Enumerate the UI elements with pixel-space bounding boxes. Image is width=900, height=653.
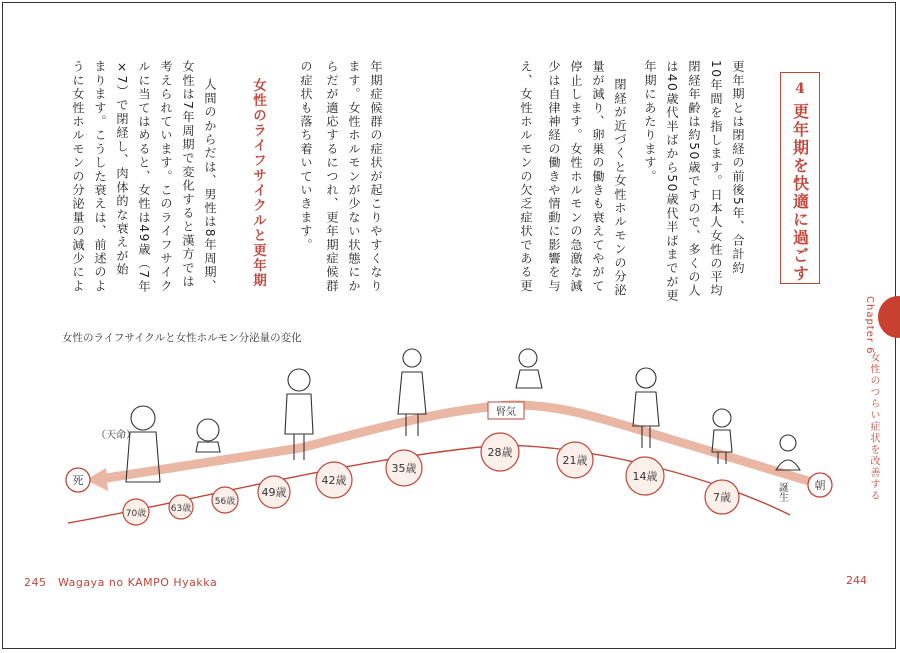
age-circle (212, 487, 238, 513)
age-circles (123, 433, 739, 525)
body-column: ます。女性ホルモンが少ない状態にか (347, 60, 361, 293)
morning-marker (808, 473, 832, 497)
body-column: え、女性ホルモンの欠乏症状である更 (519, 60, 533, 293)
age-label: 63歳 (170, 504, 192, 514)
chapter-subtitle: 女性のつらい症状を改善する (868, 352, 879, 502)
lifespan-label: （天命） (96, 430, 136, 441)
body-column: 閉経が近づくと女性ホルモンの分泌 (613, 78, 627, 298)
age-label: 56歳 (214, 497, 236, 507)
age-circle (123, 499, 149, 525)
body-column: まります。こうした衰えは、前述のよ (93, 60, 107, 293)
svg-text:誕生: 誕生 (776, 482, 788, 502)
age-label: 49歳 (261, 486, 287, 499)
woman-figure (516, 349, 542, 388)
age-circle (557, 442, 593, 478)
age-circle (626, 457, 664, 495)
body-column: 量が減り、卵巣の働きも衰えてやがて (591, 60, 605, 293)
diagram-title: 女性のライフサイクルと女性ホルモン分泌量の変化 (62, 332, 302, 344)
svg-text:腎気: 腎気 (496, 407, 516, 418)
age-circle (169, 495, 193, 519)
body-column: 考えられています。このライフサイク (159, 60, 173, 293)
body-column: 人間のからだは、男性は8年周期、 (203, 78, 217, 293)
body-column: 女性は7年周期で変化すると漢方では (181, 60, 195, 289)
body-column: ルに当てはめると、女性は49歳（7年 (137, 60, 151, 294)
morning-label: 朝 (814, 479, 826, 492)
age-circle (316, 462, 352, 498)
body-column: 停止します。女性ホルモンの急激な減 (569, 60, 583, 293)
chapter-label: Chapter 6 (864, 296, 875, 355)
life-arrow (100, 405, 815, 483)
elderly-figure (196, 419, 220, 452)
sub-heading: 女性のライフサイクルと更年期 (250, 78, 266, 288)
body-column: らだが適応するにつれ、更年期症候群 (325, 60, 339, 293)
body-column: 年期症候群の症状が起こりやすくなり (369, 60, 383, 293)
age-label: 42歳 (321, 474, 347, 487)
age-label: 7歳 (713, 491, 731, 504)
age-label: 70歳 (125, 509, 147, 519)
footer-left: 245 Wagaya no KAMPO Hyakka (24, 576, 218, 589)
age-circle (258, 476, 290, 508)
age-circle (386, 450, 422, 486)
body-column: の症状も落ち着いていきます。 (299, 60, 313, 252)
body-column: 年期にあたります。 (643, 60, 657, 184)
age-label: 21歳 (562, 454, 588, 467)
baby-figure (776, 435, 800, 470)
body-column: 10年間を指します。日本人女性の平均 (709, 60, 723, 298)
body-column: 更年期とは閉経の前後5年、合計約 (731, 60, 745, 275)
section-title: 更年期を快適に過ごす (790, 103, 810, 283)
end-marker (66, 468, 90, 492)
body-column: 閉経年齢は約50歳ですので、多くの人 (687, 60, 701, 298)
page-number: 244 (846, 574, 867, 587)
section-number: 4 (795, 81, 805, 97)
end-label: 死 (72, 474, 84, 487)
body-column: うに女性ホルモンの分泌量の減少によ (71, 60, 85, 293)
age-label: 35歳 (391, 462, 417, 475)
age-circle (705, 480, 739, 514)
body-column: ×7）で閉経し、肉体的な衰えが始 (115, 60, 129, 277)
peak-label (488, 402, 524, 419)
body-column: 少は自律神経の働きや情動に影響を与 (547, 60, 561, 293)
birth-label (777, 482, 789, 502)
age-label: 14歳 (632, 470, 658, 483)
age-label: 28歳 (487, 446, 513, 459)
age-circle (481, 433, 519, 471)
body-column: は40歳代半ばから50歳代半ばまでが更 (665, 60, 679, 303)
